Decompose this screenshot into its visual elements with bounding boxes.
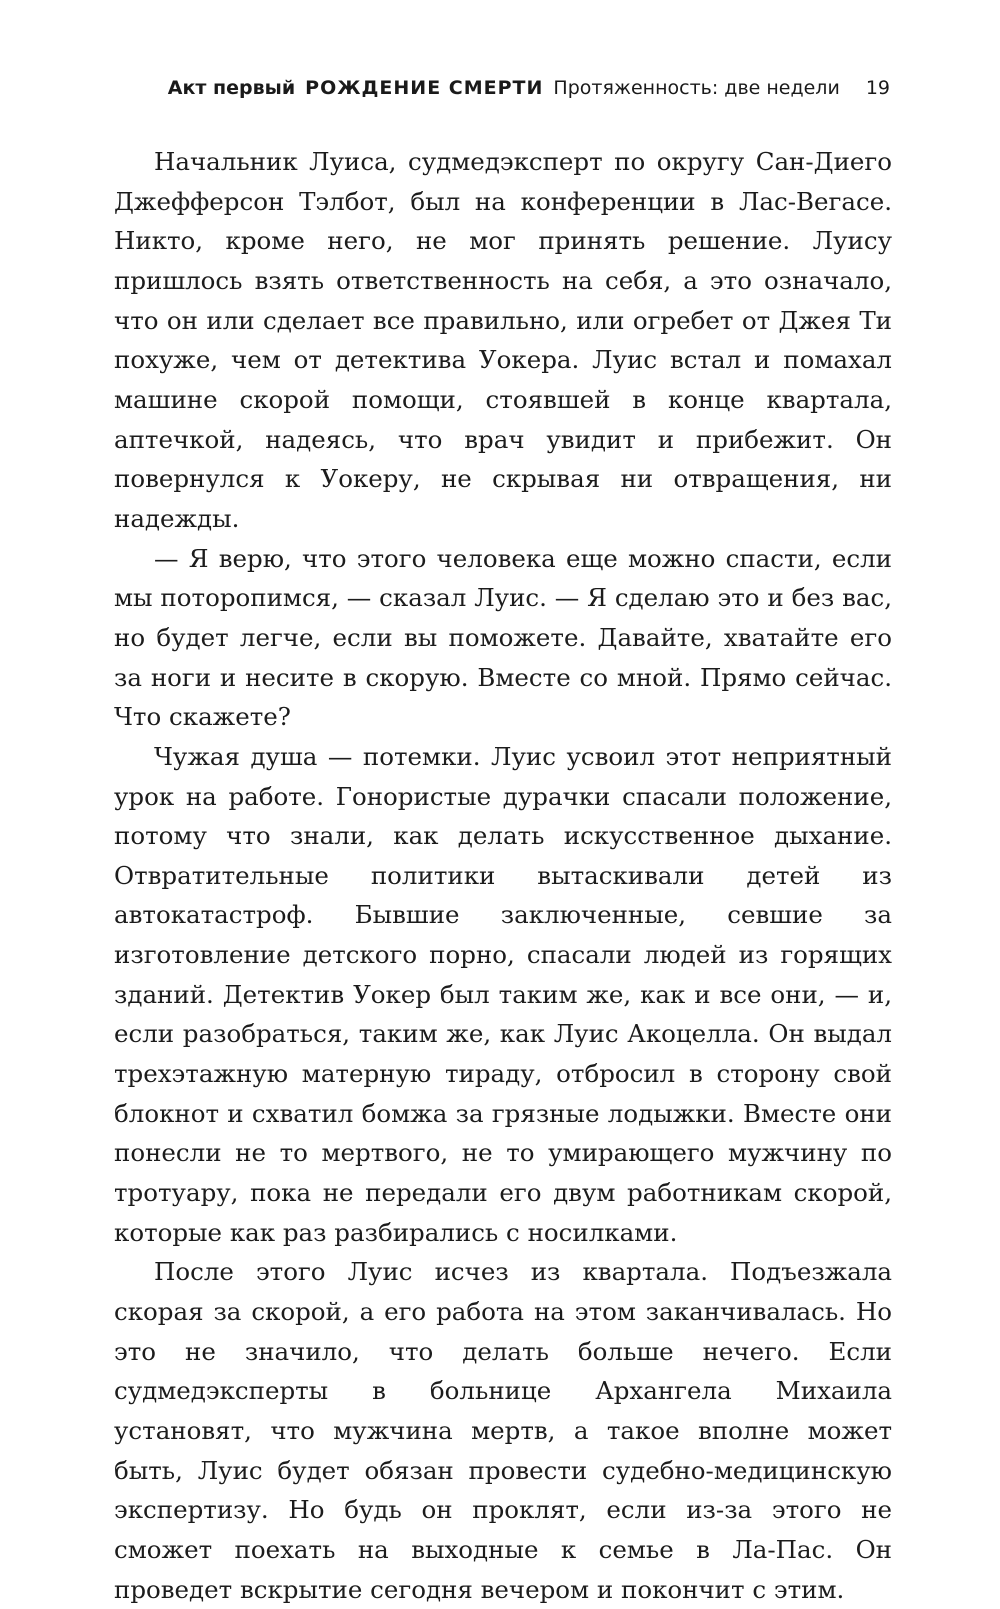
paragraph: Чужая душа — потемки. Луис усвоил этот неприятный урок на работе. Гонористые дурачки спасали положение, потому что знали, как делать искусственное дыхание. Отвратительные политики вытаскивали детей из автокатастроф. Бывшие заключенные, севшие за изготовление детского порно, спасали людей из горящих зданий. Детектив Уокер был таким же, как и все они, — и, если разобраться, таким же, как Луис Акоцелла. Он выдал трехэтажную матерную тираду, отбросил в сторону свой блокнот и схватил бомжа за грязные лодыжки. Вместе они понесли не то мертвого, не то умирающего мужчину по тротуару, пока не передали его двум работникам скорой, которые как раз разбирались с носилками. <box>114 741 892 1247</box>
part-title: РОЖДЕНИЕ СМЕРТИ <box>305 77 544 99</box>
paragraph: — Я верю, что этого человека еще можно спасти, если мы поторопимся, — сказал Луис. — Я сделаю это и без вас, но будет легче, если вы поможете. Давайте, хватайте его за ноги и несите в скорую. Вместе со мной. Прямо сейчас. Что скажете? <box>114 543 892 732</box>
paragraph: Начальник Луиса, судмедэксперт по округу Сан-Диего Джефферсон Тэлбот, был на конференции в Лас-Вегасе. Никто, кроме него, не мог принять решение. Луису пришлось взять ответственность на себя, а это означало, что он или сделает все правильно, или огребет от Джея Ти похуже, чем от детектива Уокера. Луис встал и помахал машине скорой помощи, стоявшей в конце квартала, аптечкой, надеясь, что врач увидит и прибежит. Он повернулся к Уокеру, не скрывая ни отвращения, ни надежды. <box>114 147 892 533</box>
running-header <box>168 74 890 102</box>
page-number: 19 <box>865 77 890 99</box>
act-label: Акт первый <box>167 77 296 99</box>
body-text <box>114 142 892 1609</box>
paragraph: После этого Луис исчез из квартала. Подъезжала скорая за скорой, а его работа на этом заканчивалась. Но это не значило, что делать больше нечего. Если судмедэксперты в больнице Архангела Михаила установят, что мужчина мертв, а такое вполне может быть, Луис будет обязан провести судебно-медицинскую экспертизу. Но будь он проклят, если из-за этого не сможет поехать на выходные к семье в Ла-Пас. Он проведет вскрытие сегодня вечером и покончит с этим. <box>114 1257 892 1604</box>
duration-label: Протяженность: две недели <box>553 77 840 99</box>
